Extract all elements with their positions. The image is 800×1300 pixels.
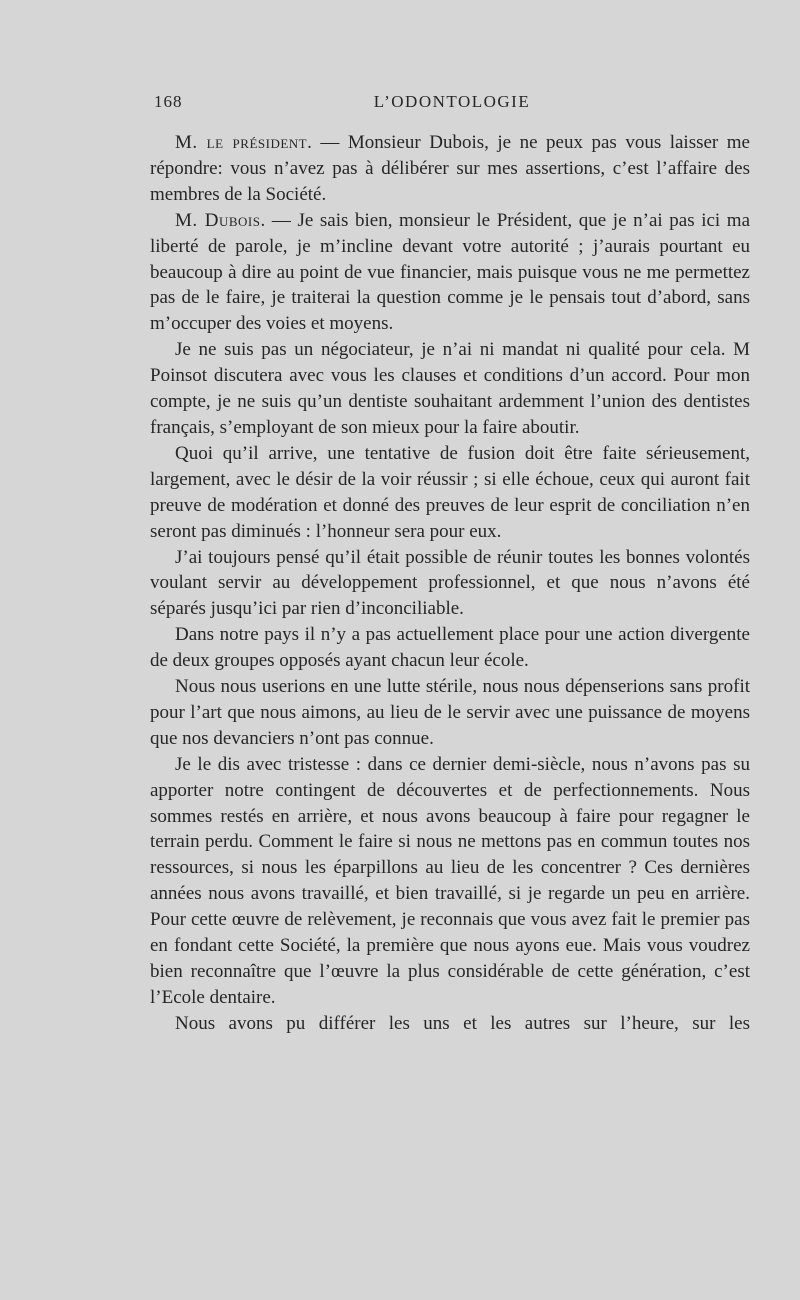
paragraph: Nous nous userions en une lutte stérile, nous nous dépenserions sans profit pour l’art que nous aimons, au lieu de le servir avec une puissance de moyens que nos devanciers n’ont pas connue.: [150, 676, 750, 749]
page-number: 168: [154, 92, 183, 111]
speaker-prefix: M.: [175, 132, 207, 153]
body-text: [150, 130, 750, 1037]
speaker-name: Dubois: [204, 209, 261, 231]
running-title: L’ODONTOLOGIE: [373, 92, 531, 111]
page-header: [152, 92, 752, 116]
paragraph: Dans notre pays il n’y a pas actuellement place pour une action divergente de deux groupes opposés ayant chacun leur école.: [150, 624, 750, 672]
speaker-separator: . —: [260, 209, 298, 231]
paragraph: J’ai toujours pensé qu’il était possible de réunir toutes les bonnes volontés voulant servir au développement professionnel, et que nous n’avons été séparés jusqu’ici par rien d’inconciliable.: [150, 546, 750, 620]
paragraph-dubois: [150, 208, 750, 338]
paragraph: Je ne suis pas un négociateur, je n’ai ni mandat ni qualité pour cela. M Poinsot discutera avec vous les clauses et conditions d’un accord. Pour mon compte, je ne suis qu’un dentiste souhaitant ardemment l’union des dentistes français, s’employant de son mieux pour la faire aboutir.: [150, 339, 750, 438]
paragraph-president: [150, 130, 750, 208]
speaker-prefix: M.: [175, 209, 205, 231]
speaker-separator: . —: [307, 132, 348, 153]
paragraph-continued: Nous avons pu différer les uns et les autres sur l’heure, sur les: [175, 1012, 750, 1034]
paragraph: Quoi qu’il arrive, une tentative de fusion doit être faite sérieusement, largement, avec le désir de la voir réussir ; si elle échoue, ceux qui auront fait preuve de modération et donné des preuves de leur esprit de conciliation n’en seront pas diminués : l’honneur sera pour eux.: [150, 442, 750, 542]
speaker-name: le président: [206, 132, 308, 153]
paragraph-text: Je sais bien, monsieur le Président, que je n’ai pas ici ma liberté de parole, je m’incline devant votre autorité ; j’aurais pourtant eu beaucoup à dire au point de vue financier, mais puisque vous ne me permettez pas de le faire, je traiterai la question comme je le pensais tout d’abord, sans m’occuper des voies et moyens.: [150, 209, 750, 335]
paragraph: Je le dis avec tristesse : dans ce dernier demi-siècle, nous n’avons pas su apporter notre contingent de découvertes et de perfectionnements. Nous sommes restés en arrière, et nous avons beaucoup à faire pour regagner le terrain perdu. Comment le faire si nous ne mettons pas en commun toutes nos ressources, si nous les éparpillons au lieu de les concentrer ? Ces dernières années nous avons travaillé, et bien travaillé, si je regarde un peu en arrière. Pour cette œuvre de relèvement, je reconnais que vous avez fait le premier pas en fondant cette Société, la première que nous ayons eue. Mais vous voudrez bien reconnaître que l’œuvre la plus considérable de cette génération, c’est l’Ecole dentaire.: [150, 753, 750, 1008]
paragraph-text: Monsieur Dubois, je ne peux pas vous laisser me répondre: vous n’avez pas à délibérer sur mes assertions, c’est l’affaire des membres de la Société.: [150, 132, 750, 205]
